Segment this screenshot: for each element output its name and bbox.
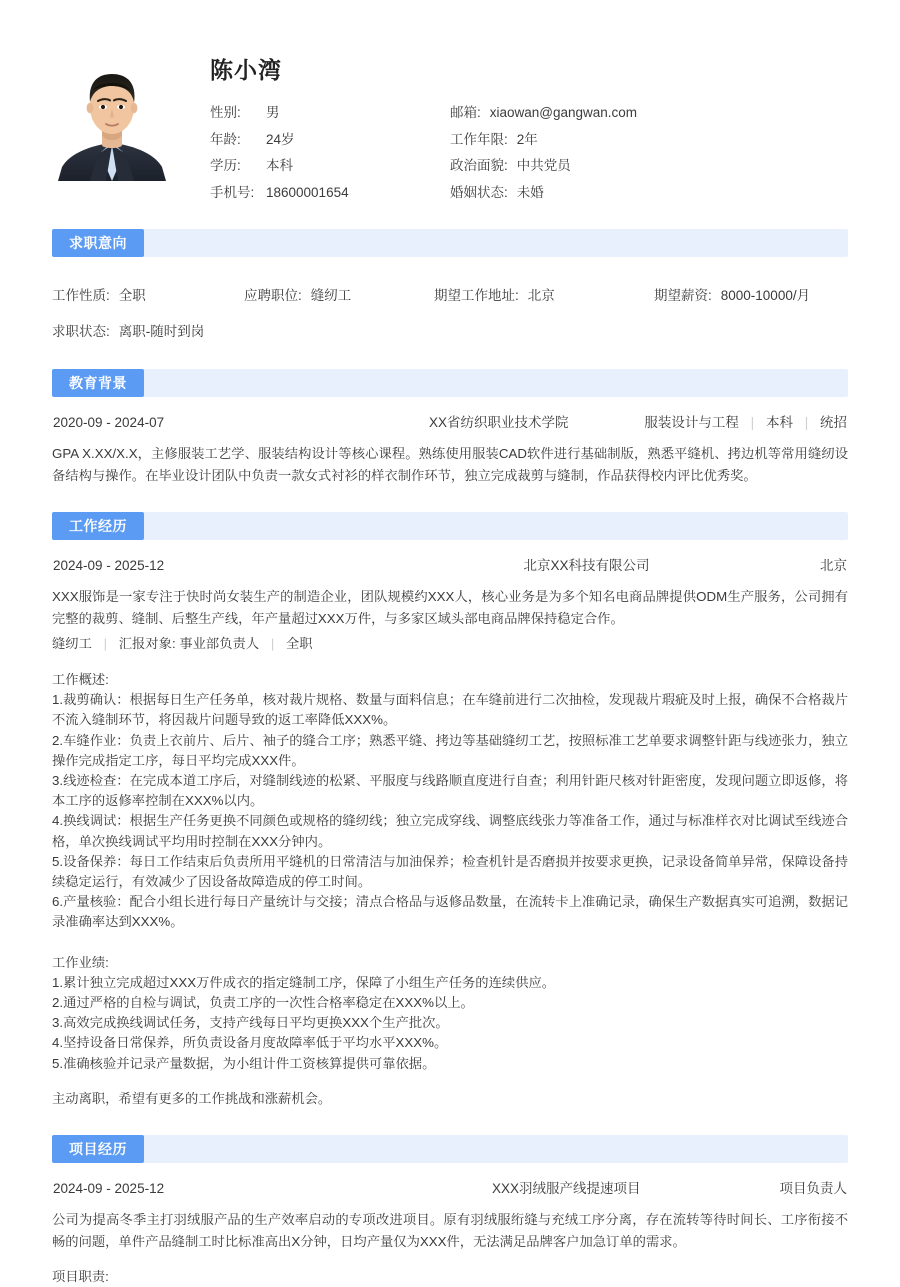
info-experience-value: 2年 — [516, 131, 538, 147]
ji-location-value: 北京 — [527, 288, 555, 303]
info-experience — [450, 129, 848, 151]
section-project-experience — [52, 1135, 848, 1287]
info-phone — [210, 182, 450, 204]
ji-location-label: 期望工作地址: — [434, 288, 519, 303]
work-report-to: 汇报对象: 事业部负责人 — [118, 636, 260, 651]
section-bar-education — [52, 369, 848, 397]
info-marital — [450, 182, 848, 204]
work-company-description: XXX服饰是一家专注于快时尚女装生产的制造企业，团队规模约XXX人，核心业务是为多个知名电商品牌提供ODM生产服务，公司拥有完整的裁剪、缝制、后整生产线，年产量超过XXX万件，与多家区域头部电商品牌保持稳定合作。 — [52, 589, 848, 626]
education-major: 服装设计与工程 — [644, 415, 739, 430]
work-head-row — [52, 555, 848, 577]
project-role: 项目负责人 — [779, 1181, 847, 1197]
info-gender-value: 男 — [266, 105, 280, 120]
section-education — [52, 369, 848, 486]
section-title-job-intention: 求职意向 — [52, 229, 144, 257]
work-overview-item: 2.车缝作业：负责上衣前片、后片、袖子的缝合工序；熟悉平缝、拷边等基础缝纫工艺，按照标准工艺单要求调整针距与线迹张力，独立操作完成指定工序，每日平均完成XXX件。 — [52, 732, 848, 768]
education-type: 统招 — [820, 415, 847, 430]
work-overview-item: 1.裁剪确认：根据每日生产任务单，核对裁片规格、数量与面料信息；在车缝前进行二次抽检，发现裁片瑕疵及时上报，确保不合格裁片不流入缝制环节，将因裁片问题导致的返工率降低XXX%。 — [52, 692, 848, 728]
divider-icon: | — [750, 415, 755, 430]
info-marital-value: 未婚 — [516, 184, 544, 200]
info-experience-label: 工作年限: — [450, 131, 508, 147]
work-overview-item: 3.线迹检查：在完成本道工序后，对缝制线迹的松紧、平服度与线路顺直度进行自查；利用针距尺核对针距密度，发现问题立即返修，将本工序的返修率控制在XXX%以内。 — [52, 773, 848, 809]
info-political-label: 政治面貌: — [450, 158, 508, 173]
section-title-work-experience: 工作经历 — [52, 512, 144, 540]
work-location: 北京 — [820, 558, 847, 573]
work-achievement-item: 4.坚持设备日常保养，所负责设备月度故障率低于平均水平XXX%。 — [52, 1035, 448, 1051]
project-name: XXX羽绒服产线提速项目 — [491, 1181, 641, 1197]
ji-position-value: 缝纫工 — [310, 288, 352, 303]
work-achievement-item: 1.累计独立完成超过XXX万件成衣的指定缝制工序，保障了小组生产任务的连续供应。 — [52, 974, 556, 990]
work-overview-item: 5.设备保养：每日工作结束后负责所用平缝机的日常清洁与加油保养；检查机针是否磨损并按要求更换，记录设备简单异常，保障设备持续稳定运行，有效减少了因设备故障造成的停工时间。 — [52, 853, 848, 890]
job-intention-row-1 — [52, 285, 848, 307]
ji-status-value: 离职-随时到岗 — [118, 324, 205, 339]
section-bar-job-intention — [52, 229, 848, 257]
ji-location — [434, 285, 654, 307]
resume-header — [0, 0, 900, 203]
project-date: 2024-09 - 2025-12 — [53, 1181, 165, 1197]
education-school: XX省纺织职业技术学院 — [428, 415, 569, 430]
info-phone-label: 手机号: — [210, 184, 255, 200]
job-intention-body — [52, 257, 848, 343]
work-overview-title: 工作概述: — [52, 672, 109, 687]
ji-work-nature — [52, 285, 244, 307]
work-job-type: 全职 — [286, 636, 313, 651]
divider-icon: | — [270, 636, 275, 651]
page-title: 陈小湾 — [210, 57, 282, 83]
ji-salary — [654, 285, 848, 307]
avatar — [52, 57, 172, 181]
education-entry — [52, 397, 848, 486]
ji-position — [244, 285, 434, 307]
education-degree: 本科 — [765, 415, 793, 430]
ji-work-nature-value: 全职 — [118, 288, 146, 303]
work-date: 2024-09 - 2025-12 — [53, 558, 165, 573]
info-political-value: 中共党员 — [516, 158, 571, 173]
section-job-intention — [52, 229, 848, 343]
info-phone-value: 18600001654 — [266, 184, 349, 200]
work-entry — [52, 540, 848, 1109]
job-intention-row-2 — [52, 321, 848, 343]
profile-photo — [52, 57, 172, 181]
ji-work-nature-label: 工作性质: — [52, 288, 110, 303]
section-work-experience — [52, 512, 848, 1109]
work-achievement-item: 2.通过严格的自检与调试，负责工序的一次性合格率稳定在XXX%以上。 — [52, 995, 474, 1011]
ji-salary-label: 期望薪资: — [654, 288, 712, 303]
work-achievement-title: 工作业绩: — [52, 954, 109, 970]
info-age-label: 年龄: — [210, 131, 241, 147]
work-position: 缝纫工 — [52, 636, 92, 651]
info-degree — [210, 155, 450, 177]
ji-status-label: 求职状态: — [52, 324, 110, 339]
paragraph-spacer — [52, 933, 848, 953]
project-head-row — [52, 1178, 848, 1200]
divider-icon: | — [804, 415, 809, 430]
info-degree-value: 本科 — [266, 158, 293, 173]
info-age — [210, 129, 450, 151]
work-overview-item: 4.换线调试：根据生产任务更换不同颜色或规格的缝纫线；独立完成穿线、调整底线张力等准备工作，通过与标准样衣对比调试至线迹合格，单次换线调试平均用时控制在XXX分钟内。 — [52, 813, 848, 849]
divider-icon: | — [103, 636, 108, 651]
project-entry — [52, 1163, 848, 1287]
section-title-project-experience: 项目经历 — [52, 1135, 144, 1163]
education-head-row — [52, 412, 848, 434]
info-email — [450, 102, 848, 124]
ji-position-label: 应聘职位: — [244, 288, 302, 303]
info-marital-label: 婚姻状态: — [450, 184, 508, 200]
work-overview-item: 6.产量核验：配合小组长进行每日产量统计与交接；清点合格品与返修品数量，在流转卡上准确记录，确保生产数据真实可追溯，数据记录准确率达到XXX%。 — [52, 894, 848, 930]
work-leave-reason: 主动离职，希望有更多的工作挑战和涨薪机会。 — [52, 1090, 332, 1106]
info-gender — [210, 102, 450, 124]
work-achievement-item: 3.高效完成换线调试任务，支持产线每日平均更换XXX个生产批次。 — [52, 1015, 449, 1031]
ji-salary-value: 8000-10000/月 — [720, 288, 811, 303]
education-date: 2020-09 - 2024-07 — [53, 415, 165, 430]
section-bar-project-experience — [52, 1135, 848, 1163]
project-duty-title: 项目职责: — [52, 1269, 109, 1285]
info-email-value: xiaowan@gangwan.com — [489, 105, 638, 120]
ji-status — [52, 321, 244, 343]
info-email-label: 邮箱: — [450, 105, 481, 120]
info-age-value: 24岁 — [266, 131, 295, 147]
work-meta-row — [52, 633, 848, 655]
info-degree-label: 学历: — [210, 158, 241, 173]
section-title-education: 教育背景 — [52, 369, 144, 397]
basic-info-grid — [210, 102, 848, 203]
info-political — [450, 155, 848, 177]
info-gender-label: 性别: — [210, 105, 241, 120]
project-description: 公司为提高冬季主打羽绒服产品的生产效率启动的专项改进项目。原有羽绒服绗缝与充绒工序分离，存在流转等待时间长、工序衔接不畅的问题，单件产品缝制工时比标准高出X分钟，日均产量仅为XXX件，无法满足品牌客户加急订单的需求。 — [52, 1212, 848, 1249]
education-description: GPA X.XX/X.X，主修服装工艺学、服装结构设计等核心课程。熟练使用服装CAD软件进行基础制版，熟悉平缝机、拷边机等常用缝纫设备结构与操作。在毕业设计团队中负责一款女式衬衫的样衣制作环节，独立完成裁剪与缝制，作品获得校内评比优秀奖。 — [52, 446, 848, 483]
work-company: 北京XX科技有限公司 — [523, 558, 650, 573]
work-achievement-item: 5.准确核验并记录产量数据，为小组计件工资核算提供可靠依据。 — [52, 1055, 436, 1071]
section-bar-work-experience — [52, 512, 848, 540]
header-info — [172, 57, 848, 203]
education-tags — [644, 412, 847, 434]
